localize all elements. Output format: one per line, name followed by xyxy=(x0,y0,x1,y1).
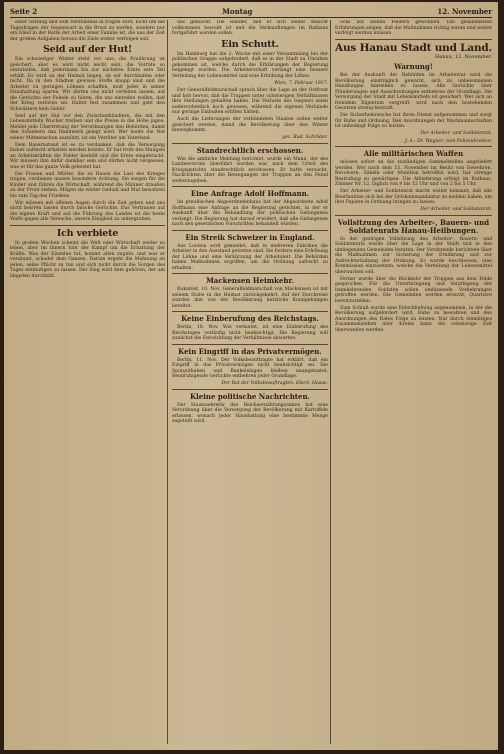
article-headline: Seid auf der Hut! xyxy=(43,44,132,55)
column-middle xyxy=(172,20,328,744)
article-headline: Kein Eingriff in das Privatvermögen. xyxy=(178,346,322,356)
article-text: Die Sicherheitswache hat ihren Dienst aufgenommen und sorgt für Ruhe und Ordnung. Den Anordnungen der Wachmannschaften ist unbedingt Folge zu leisten. xyxy=(335,113,492,129)
article-text: Seid auf der Hut vor den Zwischenhändlern, die mit den Lebensmitteln Wucher treiben und die Preise in die Höhe jagen. Meldet jede Übertretung der Verordnungen den Behörden, damit den Schiebern das Handwerk gelegt wird. Wer heute die Not seiner Mitmenschen ausnützt, ist ein Verräter am Vaterland. xyxy=(10,113,165,141)
article-text: Wir müssen mit offenen Augen durch die Zeit gehen und uns nicht beirren lassen durch falsche Gerüchte. Das Vertrauen auf die eigene Kraft und auf die Führung des Landes ist die beste Waffe gegen alle Versuche, unsere Einigkeit zu untergraben. xyxy=(10,200,165,222)
article-signature: Der Rat der Volksbeauftragten. Ebert. Haase. xyxy=(221,381,328,386)
section-rule xyxy=(172,344,328,345)
column-divider xyxy=(167,20,168,744)
section-rule xyxy=(172,186,328,187)
section-rule xyxy=(10,225,165,226)
article-headline: Alle militärischen Waffen xyxy=(363,149,464,158)
newspaper-page xyxy=(4,2,498,750)
article-text: Der Arbeiter- und Soldatenrat macht weiter bekannt, daß alle Beurlaubten sich bei der Ortskommandantur zu melden haben, um ihre Papiere in Ordnung bringen zu lassen. xyxy=(335,189,492,205)
section-dateline: Hanau, 12. November. xyxy=(435,53,492,60)
article-text: In großen Wochen scheint die Welt oder Wirtschaft weiter zu leben, aber im Innern tobt der Kampf um die Erhaltung der Kräfte. Was der Einzelne tut, kommt allen zugute, und was er versäumt, schadet dem Ganzen. Darum ergeht die Mahnung an jeden, seine Pflicht zu tun und sich nicht durch die Sorgen des Tages entmutigen zu lassen. Der Sieg wird dem gehören, der am längsten durchhält. xyxy=(10,240,165,279)
article-text: Ein schwieriger Winter steht vor uns; die Ernährung ist gesichert, aber es wird nicht leicht sein, die Vorräte so einzuteilen, daß jedermann bis zur nächsten Ernte sein Teil erhält. Es wird an der Heimat liegen, ob wir durchhalten oder nicht. Da in den Städten gewisse Stoffe knapp sind und die Arbeiter zu geringen Löhnen schaffen, muß jeder in seiner Haushaltung sparen. Wir dürfen uns nicht verleiten lassen, auf die Gerüchte der Feinde zu hören, die uns einreden wollen, daß der Krieg verloren sei. Haltet fest zusammen und gebt den Schwätzern kein Gehör. xyxy=(10,57,165,112)
article-text: Bukarest, 10. Nov. Generalfeldmarschall von Mackensen ist mit seinem Stabe in die Heimat zurückgekehrt. Auf der Durchreise wurden ihm von der Bevölkerung herzliche Kundgebungen bereitet. xyxy=(172,287,328,309)
article-text: das gemacht. Die Ränder, daß er sich seiner Ansicht vollkommen bewußt ist und die Verhandlungen im Rathaus fortgeführt werden sollen. xyxy=(172,20,328,36)
column-left xyxy=(10,20,165,744)
article-headline: Ein Schutt. xyxy=(221,38,279,50)
header-weekday: Montag xyxy=(222,7,253,16)
article-text: Im Hamburg hat die 2. Woche mit einer Versammlung bei der politischen Gruppe aufgefordert, daß es in der Stadt zu Unruhen gekommen ist, welche durch die Erklärungen der Regierung beigelegt wurden. Die Arbeiterschaft verlangt eine bessere Verteilung der Lebensmittel und eine Erhöhung der Löhne. xyxy=(172,51,328,79)
article-headline: Warnung! xyxy=(394,62,433,71)
article-headline: Eine Anfrage Adolf Hoffmann. xyxy=(190,189,310,198)
article-text: Ferner wurde über die Rückkehr der Truppen aus dem Felde gesprochen. Für die Unterbringung und Verpflegung der heimkehrenden Soldaten sollen umfassende Vorkehrungen getroffen werden. Die Gemeinden werden ersucht, Quartiere bereitzustellen. xyxy=(335,276,492,304)
article-headline: Mackensen Heimkehr. xyxy=(206,276,294,285)
section-rule xyxy=(172,230,328,231)
article-headline: Vollsitzung des Arbeiter-, Bauern- und Soldatenrats Hanau-Heilbungen. xyxy=(337,217,490,235)
section-rule xyxy=(172,389,328,390)
column-right xyxy=(335,20,492,744)
section-rule xyxy=(335,39,492,40)
article-text: In der gestrigen Vollsitzung des Arbeiter-, Bauern- und Soldatenrats wurde über die Lage in der Stadt und in den umliegenden Gemeinden beraten. Der Vorsitzende berichtete über die Maßnahmen zur Sicherung der Ernährung und zur Aufrechterhaltung der Ordnung. Es wurde beschlossen, eine Kommission einzusetzen, welche die Verteilung der Lebensmittel überwachen soll. xyxy=(335,236,492,275)
article-text: ocks auf seinen Feldern gewonnen. Die gesammelten Erfahrungen zeigen, daß die Maßnahmen richtig waren und weiter verfolgt werden müssen. xyxy=(335,20,492,36)
article-signature: J. A.: Dr. Wagner, zum Polizeidirektor. xyxy=(404,138,492,144)
section-headline: Aus Hanau Stadt und Land. xyxy=(335,41,492,54)
article-signature: gez. Rud. Schröder. xyxy=(282,135,328,140)
section-rule xyxy=(172,143,328,144)
article-text: Auch die Lieferungen der verbündeten Staaten sollen weiter gesichert werden, damit die Bevölkerung über den Winter hinwegkommt. xyxy=(172,117,328,133)
article-text: einer Geltung und sein Verständnis in tragen wird, nicht um die Tagesfragen der Gegenwart in die Brust zu werfen, sondern nur ein Glied in der Kette der Arbeit einer Familie ist, die aus der Zeit der großen Aufgaben heraus die Ziele weiter verfolgen soll. xyxy=(10,20,165,42)
article-text: Berlin, 11. Nov. Der Volksbeauftragte hat erklärt, daß ein Eingriff in das Privatvermögen nicht beabsichtigt sei. Die Sparguthaben und Bankeinlagen bleiben unangetastet. Beunruhigende Gerüchte entbehren jeder Grundlage. xyxy=(172,357,328,379)
article-text: Die Frauen und Mütter, die zu Hause die Last des Krieges tragen, verdienen unsere besondere Achtung. Sie sorgen für die Kinder und führen die Wirtschaft, während die Männer draußen an der Front stehen. Mögen sie weiter Geduld und Mut bewahren bis zum Tag des Friedens. xyxy=(10,171,165,199)
article-headline: Standrechtlich erschossen. xyxy=(196,145,304,155)
section-rule xyxy=(172,311,328,312)
article-headline: Keine Einberufung des Reichstags. xyxy=(181,314,319,323)
article-signature: Der Arbeiter- und Soldatenrat. xyxy=(420,131,492,136)
article-signature: Der Arbeiter- und Soldatenrat. xyxy=(420,207,492,212)
section-rule xyxy=(172,273,328,274)
section-rule xyxy=(335,215,492,216)
article-text: Aus London wird gemeldet, daß in mehreren Fabriken die Arbeiter in den Ausstand getreten sind. Sie fordern eine Erhöhung der Löhne und eine Verkürzung der Arbeitszeit. Die Behörden haben Maßnahmen ergriffen, um die Ordnung aufrecht zu erhalten. xyxy=(172,243,328,271)
header-page-number: Seite 2 xyxy=(10,7,38,16)
page-header xyxy=(10,5,492,18)
section-rule xyxy=(335,146,492,147)
article-dateline: Wien, 7. Februar 1917. xyxy=(274,80,328,86)
article-text: Dem Bauernstand ist es zu verdanken, daß die Versorgung bisher aufrecht erhalten werden konnte. Er hat trotz des Mangels an Arbeitskräften die Felder bestellt und die Ernte eingebracht. Wir müssen ihm dafür dankbar sein und dürfen nicht vergessen, was er für das ganze Volk geleistet hat. xyxy=(10,142,165,170)
article-text: Der Generalfeldmarschall sprach über die Lage an der Ostfront und hob hervor, daß die Truppen unter schwierigen Verhältnissen ihre Stellungen gehalten haben. Die Verluste des Gegners seien außerordentlich hoch gewesen, während die eigenen Verbände nur geringe Einbußen erlitten hätten. xyxy=(172,88,328,115)
article-text: Wie die amtliche Meldung berichtet, wurde ein Mann, der des Landesverrats überführt worden war, nach dem Urteil des Kriegsgerichts standrechtlich erschossen. Er hatte versucht, Nachrichten über die Bewegungen der Truppen an den Feind weiterzugeben. xyxy=(172,156,328,184)
article-text: Bei der Auskunft der Behörden im Arbeiterrat wird die Bevölkerung eindringlich gewarnt, sich zu unbesonnenen Handlungen hinreißen zu lassen. Alle Gerüchte über Plünderungen und Ausschreitungen entbehren der Grundlage. Die Versorgung der Stadt mit Lebensmitteln ist gesichert. Wer sich an fremdem Eigentum vergreift, wird nach den bestehenden Gesetzen streng bestraft. xyxy=(335,73,492,111)
article-text: Der Staatssekretär des Reichsernährungsamtes hat eine Verordnung über die Versorgung der Bevölkerung mit Kartoffeln erlassen, wonach jeder Haushaltung eine bestimmte Menge zugeteilt wird. xyxy=(172,402,328,424)
column-divider xyxy=(330,20,331,744)
header-date: 12. November xyxy=(437,7,492,16)
article-headline: Ein Streik Schweizer in England. xyxy=(185,232,315,242)
article-text: Zum Schluß wurde eine Entschließung angenommen, in der die Bevölkerung aufgefordert wird, Ruhe zu bewahren und den Anordnungen des Rates Folge zu leisten. Nur durch einmütiges Zusammenstehen aller Kreise kann die schwierige Zeit überwunden werden. xyxy=(335,305,492,333)
article-text: Berlin, 10. Nov. Wie verlautet, ist eine Einberufung des Reichstages vorläufig nicht beabsichtigt. Die Regierung will zunächst die Entwicklung der Verhältnisse abwarten. xyxy=(172,325,328,341)
article-text: müssen sofort an die zuständigen Sammelstellen abgeliefert werden. Wer nach dem 15. November im Besitz von Gewehren, Revolvern, Säbeln oder Munition betroffen wird, hat strenge Bestrafung zu gewärtigen. Die Ablieferung erfolgt im Rathaus, Zimmer Nr. 12, täglich von 9 bis 12 Uhr und von 2 bis 5 Uhr. xyxy=(335,160,492,187)
article-text: Im preußischen Abgeordnetenhaus hat der Abgeordnete Adolf Hoffmann eine Anfrage an die Regierung gerichtet, in der er Auskunft über die Behandlung der politischen Gefangenen verlangt. Die Regierung hat darauf erwidert, daß alle Gefangenen nach den gesetzlichen Vorschriften behandelt würden. xyxy=(172,200,328,227)
article-headline: Kleine politische Nachrichten. xyxy=(190,391,310,401)
article-headline: Ich verbiete xyxy=(56,227,119,239)
